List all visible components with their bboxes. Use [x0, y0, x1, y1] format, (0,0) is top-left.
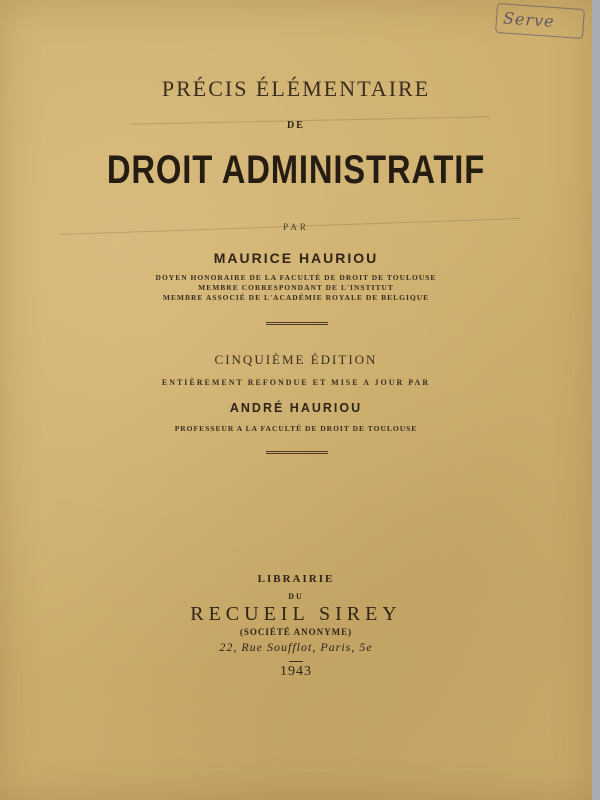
title-line-1: PRÉCIS ÉLÉMENTAIRE [161, 76, 431, 101]
stamp-text: Serve [502, 8, 556, 31]
publisher-du: DU [288, 592, 304, 601]
publisher-librairie: LIBRAIRIE [257, 573, 335, 585]
divider [266, 451, 328, 454]
title-line-2: DE [287, 120, 305, 131]
revision-note: ENTIÈREMENT REFONDUE ET MISE A JOUR PAR [161, 378, 431, 387]
publisher-name: RECUEIL SIREY [190, 603, 402, 625]
author-credential: MEMBRE CORRESPONDANT DE L'INSTITUT [198, 283, 394, 292]
divider [266, 322, 328, 325]
divider [289, 661, 303, 662]
author-credential: DOYEN HONORAIRE DE LA FACULTÉ DE DROIT DE TOULOUSE [155, 273, 437, 282]
co-author-title: PROFESSEUR A LA FACULTÉ DE DROIT DE TOULOUSE [174, 424, 418, 433]
publisher-address: 22, Rue Soufflot, Paris, 5e [219, 640, 373, 654]
author-name: MAURICE HAURIOU [213, 250, 379, 266]
by-label: PAR [283, 222, 309, 232]
main-title: DROIT ADMINISTRATIF [106, 148, 486, 192]
publisher-type: (SOCIÉTÉ ANONYME) [239, 627, 353, 637]
edition-label: CINQUIÈME ÉDITION [214, 352, 378, 367]
publication-year: 1943 [280, 664, 312, 679]
handwritten-stamp [495, 3, 585, 39]
co-author-name: ANDRÉ HAURIOU [229, 401, 363, 415]
author-credential: MEMBRE ASSOCIÉ DE L'ACADÉMIE ROYALE DE BELGIQUE [162, 293, 430, 302]
